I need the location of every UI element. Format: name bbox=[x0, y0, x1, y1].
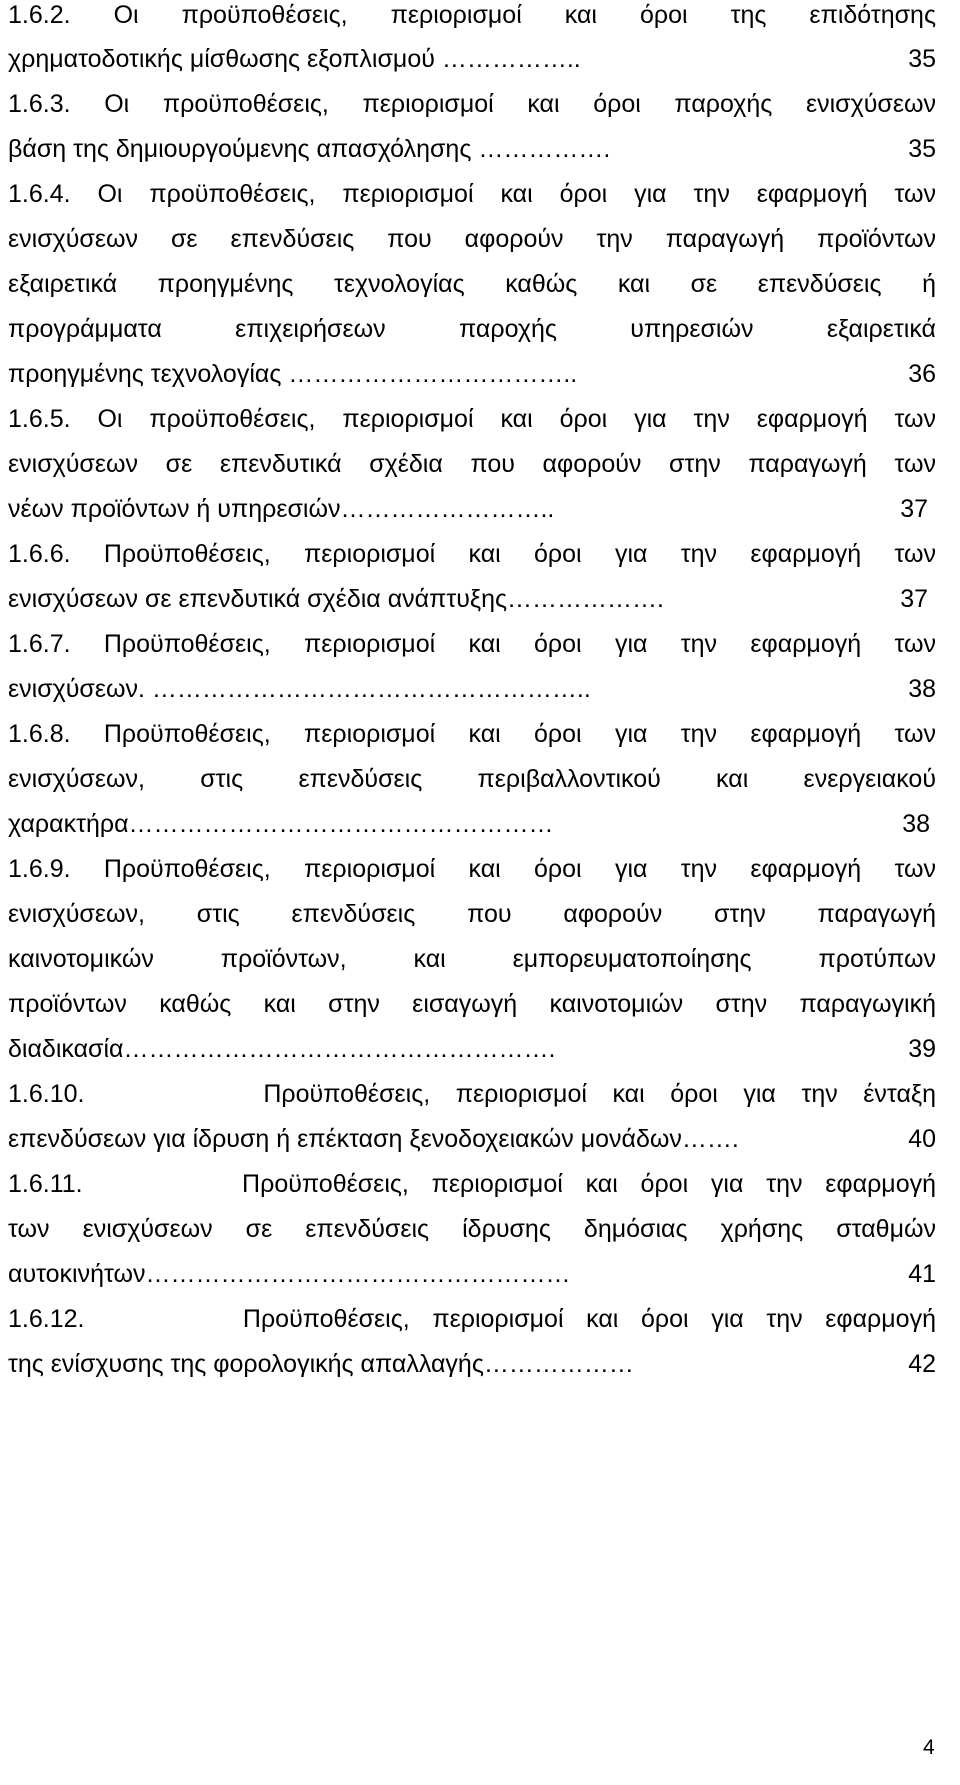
toc-entry-1-6-4-cont[interactable] bbox=[8, 224, 936, 254]
toc-text: ενισχύσεων, στις επενδύσεις περιβαλλοντικού και ενεργειακού bbox=[8, 765, 936, 793]
toc-entry-1-6-6-cont[interactable] bbox=[8, 584, 936, 614]
toc-text: 1.6.5. Οι προϋποθέσεις, περιορισμοί και όροι για την εφαρμογή των bbox=[8, 405, 936, 433]
toc-text: νέων προϊόντων ή υπηρεσιών…………………….. bbox=[8, 495, 555, 523]
toc-entry-1-6-11-cont[interactable] bbox=[8, 1214, 936, 1244]
toc-text: ενισχύσεων σε επενδυτικά σχέδια που αφορούν στην παραγωγή των bbox=[8, 450, 936, 478]
toc-entry-1-6-9-cont[interactable] bbox=[8, 989, 936, 1019]
toc-page-number: 42 bbox=[908, 1350, 936, 1378]
toc-text: 1.6.3. Οι προϋποθέσεις, περιορισμοί και όροι παροχής ενισχύσεων bbox=[8, 90, 936, 118]
toc-text: εξαιρετικά προηγμένης τεχνολογίας καθώς και σε επενδύσεις ή bbox=[8, 270, 936, 298]
toc-text: 1.6.9. Προϋποθέσεις, περιορισμοί και όροι για την εφαρμογή των bbox=[8, 855, 936, 883]
toc-entry-1-6-10-cont[interactable] bbox=[8, 1124, 936, 1154]
toc-entry-1-6-4-cont[interactable] bbox=[8, 269, 936, 299]
toc-page-number: 39 bbox=[908, 1035, 936, 1063]
toc-entry-1-6-4-cont[interactable] bbox=[8, 359, 936, 389]
toc-entry-1-6-7[interactable] bbox=[8, 629, 936, 659]
toc-text: διαδικασία……………………………………………. bbox=[8, 1035, 556, 1063]
toc-text: χρηματοδοτικής μίσθωσης εξοπλισμού …………….. bbox=[8, 45, 581, 73]
toc-entry-1-6-8-cont[interactable] bbox=[8, 764, 936, 794]
toc-entry-1-6-2[interactable] bbox=[8, 0, 936, 30]
toc-text: 1.6.10. Προϋποθέσεις, περιορισμοί και όροι για την ένταξη bbox=[8, 1080, 936, 1108]
toc-page-number: 40 bbox=[908, 1125, 936, 1153]
toc-entry-1-6-5[interactable] bbox=[8, 404, 936, 434]
toc-text: χαρακτήρα…………………………………………… bbox=[8, 810, 554, 838]
toc-entry-1-6-5-cont[interactable] bbox=[8, 449, 936, 479]
toc-text: προγράμματα επιχειρήσεων παροχής υπηρεσιών εξαιρετικά bbox=[8, 315, 936, 343]
toc-entry-1-6-8[interactable] bbox=[8, 719, 936, 749]
toc-text: 1.6.7. Προϋποθέσεις, περιορισμοί και όροι για την εφαρμογή των bbox=[8, 630, 936, 658]
toc-entry-1-6-7-cont[interactable] bbox=[8, 674, 936, 704]
page-number: 4 bbox=[923, 1736, 935, 1759]
toc-entry-1-6-2-cont[interactable] bbox=[8, 44, 936, 74]
toc-text: των ενισχύσεων σε επενδύσεις ίδρυσης δημόσιας χρήσης σταθμών bbox=[8, 1215, 936, 1243]
toc-text: 1.6.11. Προϋποθέσεις, περιορισμοί και όροι για την εφαρμογή bbox=[8, 1170, 936, 1198]
toc-text: 1.6.4. Οι προϋποθέσεις, περιορισμοί και όροι για την εφαρμογή των bbox=[8, 180, 936, 208]
toc-entry-1-6-12[interactable] bbox=[8, 1304, 936, 1334]
toc-text: επενδύσεων για ίδρυση ή επέκταση ξενοδοχειακών μονάδων……. bbox=[8, 1125, 739, 1153]
toc-page-number: 41 bbox=[908, 1260, 936, 1288]
toc-text: καινοτομικών προϊόντων, και εμπορευματοποίησης προτύπων bbox=[8, 945, 936, 973]
toc-page-number: 36 bbox=[908, 360, 936, 388]
toc-text: ενισχύσεων, στις επενδύσεις που αφορούν στην παραγωγή bbox=[8, 900, 936, 928]
toc-entry-1-6-9[interactable] bbox=[8, 854, 936, 884]
toc-entry-1-6-10[interactable] bbox=[8, 1079, 936, 1109]
toc-entry-1-6-11[interactable] bbox=[8, 1169, 936, 1199]
toc-page-number: 38 bbox=[908, 675, 936, 703]
toc-text: 1.6.6. Προϋποθέσεις, περιορισμοί και όροι για την εφαρμογή των bbox=[8, 540, 936, 568]
toc-page-number: 35 bbox=[908, 45, 936, 73]
toc-entry-1-6-9-cont[interactable] bbox=[8, 899, 936, 929]
toc-entry-1-6-3[interactable] bbox=[8, 89, 936, 119]
toc-text: ενισχύσεων σε επενδυτικά σχέδια ανάπτυξης………………. bbox=[8, 585, 664, 613]
toc-page-number: 35 bbox=[908, 135, 936, 163]
toc-text: προϊόντων καθώς και στην εισαγωγή καινοτομιών στην παραγωγική bbox=[8, 990, 936, 1018]
toc-entry-1-6-6[interactable] bbox=[8, 539, 936, 569]
toc-entry-1-6-9-cont[interactable] bbox=[8, 944, 936, 974]
toc-text: 1.6.2. Οι προϋποθέσεις, περιορισμοί και όροι της επιδότησης bbox=[8, 1, 936, 29]
toc-entry-1-6-5-cont[interactable] bbox=[8, 494, 936, 524]
toc-text: αυτοκινήτων…………………………………………… bbox=[8, 1260, 571, 1288]
toc-entry-1-6-9-cont[interactable] bbox=[8, 1034, 936, 1064]
toc-page-number: 38 bbox=[902, 810, 930, 838]
toc-page-number: 37 bbox=[900, 495, 928, 523]
toc-text: προηγμένης τεχνολογίας …………………………….. bbox=[8, 360, 578, 388]
toc-entry-1-6-4-cont[interactable] bbox=[8, 314, 936, 344]
toc-text: 1.6.8. Προϋποθέσεις, περιορισμοί και όροι για την εφαρμογή των bbox=[8, 720, 936, 748]
toc-entry-1-6-3-cont[interactable] bbox=[8, 134, 936, 164]
toc-text: ενισχύσεων σε επενδύσεις που αφορούν την παραγωγή προϊόντων bbox=[8, 225, 936, 253]
toc-text: ενισχύσεων. …………………………………………….. bbox=[8, 675, 591, 703]
toc-text: 1.6.12. Προϋποθέσεις, περιορισμοί και όροι για την εφαρμογή bbox=[8, 1305, 936, 1333]
toc-entry-1-6-11-cont[interactable] bbox=[8, 1259, 936, 1289]
toc-text: βάση της δημιουργούμενης απασχόλησης ……………. bbox=[8, 135, 611, 163]
toc-entry-1-6-4[interactable] bbox=[8, 179, 936, 209]
toc-entry-1-6-12-cont[interactable] bbox=[8, 1349, 936, 1379]
toc-text: της ενίσχυσης της φορολογικής απαλλαγής……………… bbox=[8, 1350, 634, 1378]
toc-page-number: 37 bbox=[900, 585, 928, 613]
toc-entry-1-6-8-cont[interactable] bbox=[8, 809, 936, 839]
